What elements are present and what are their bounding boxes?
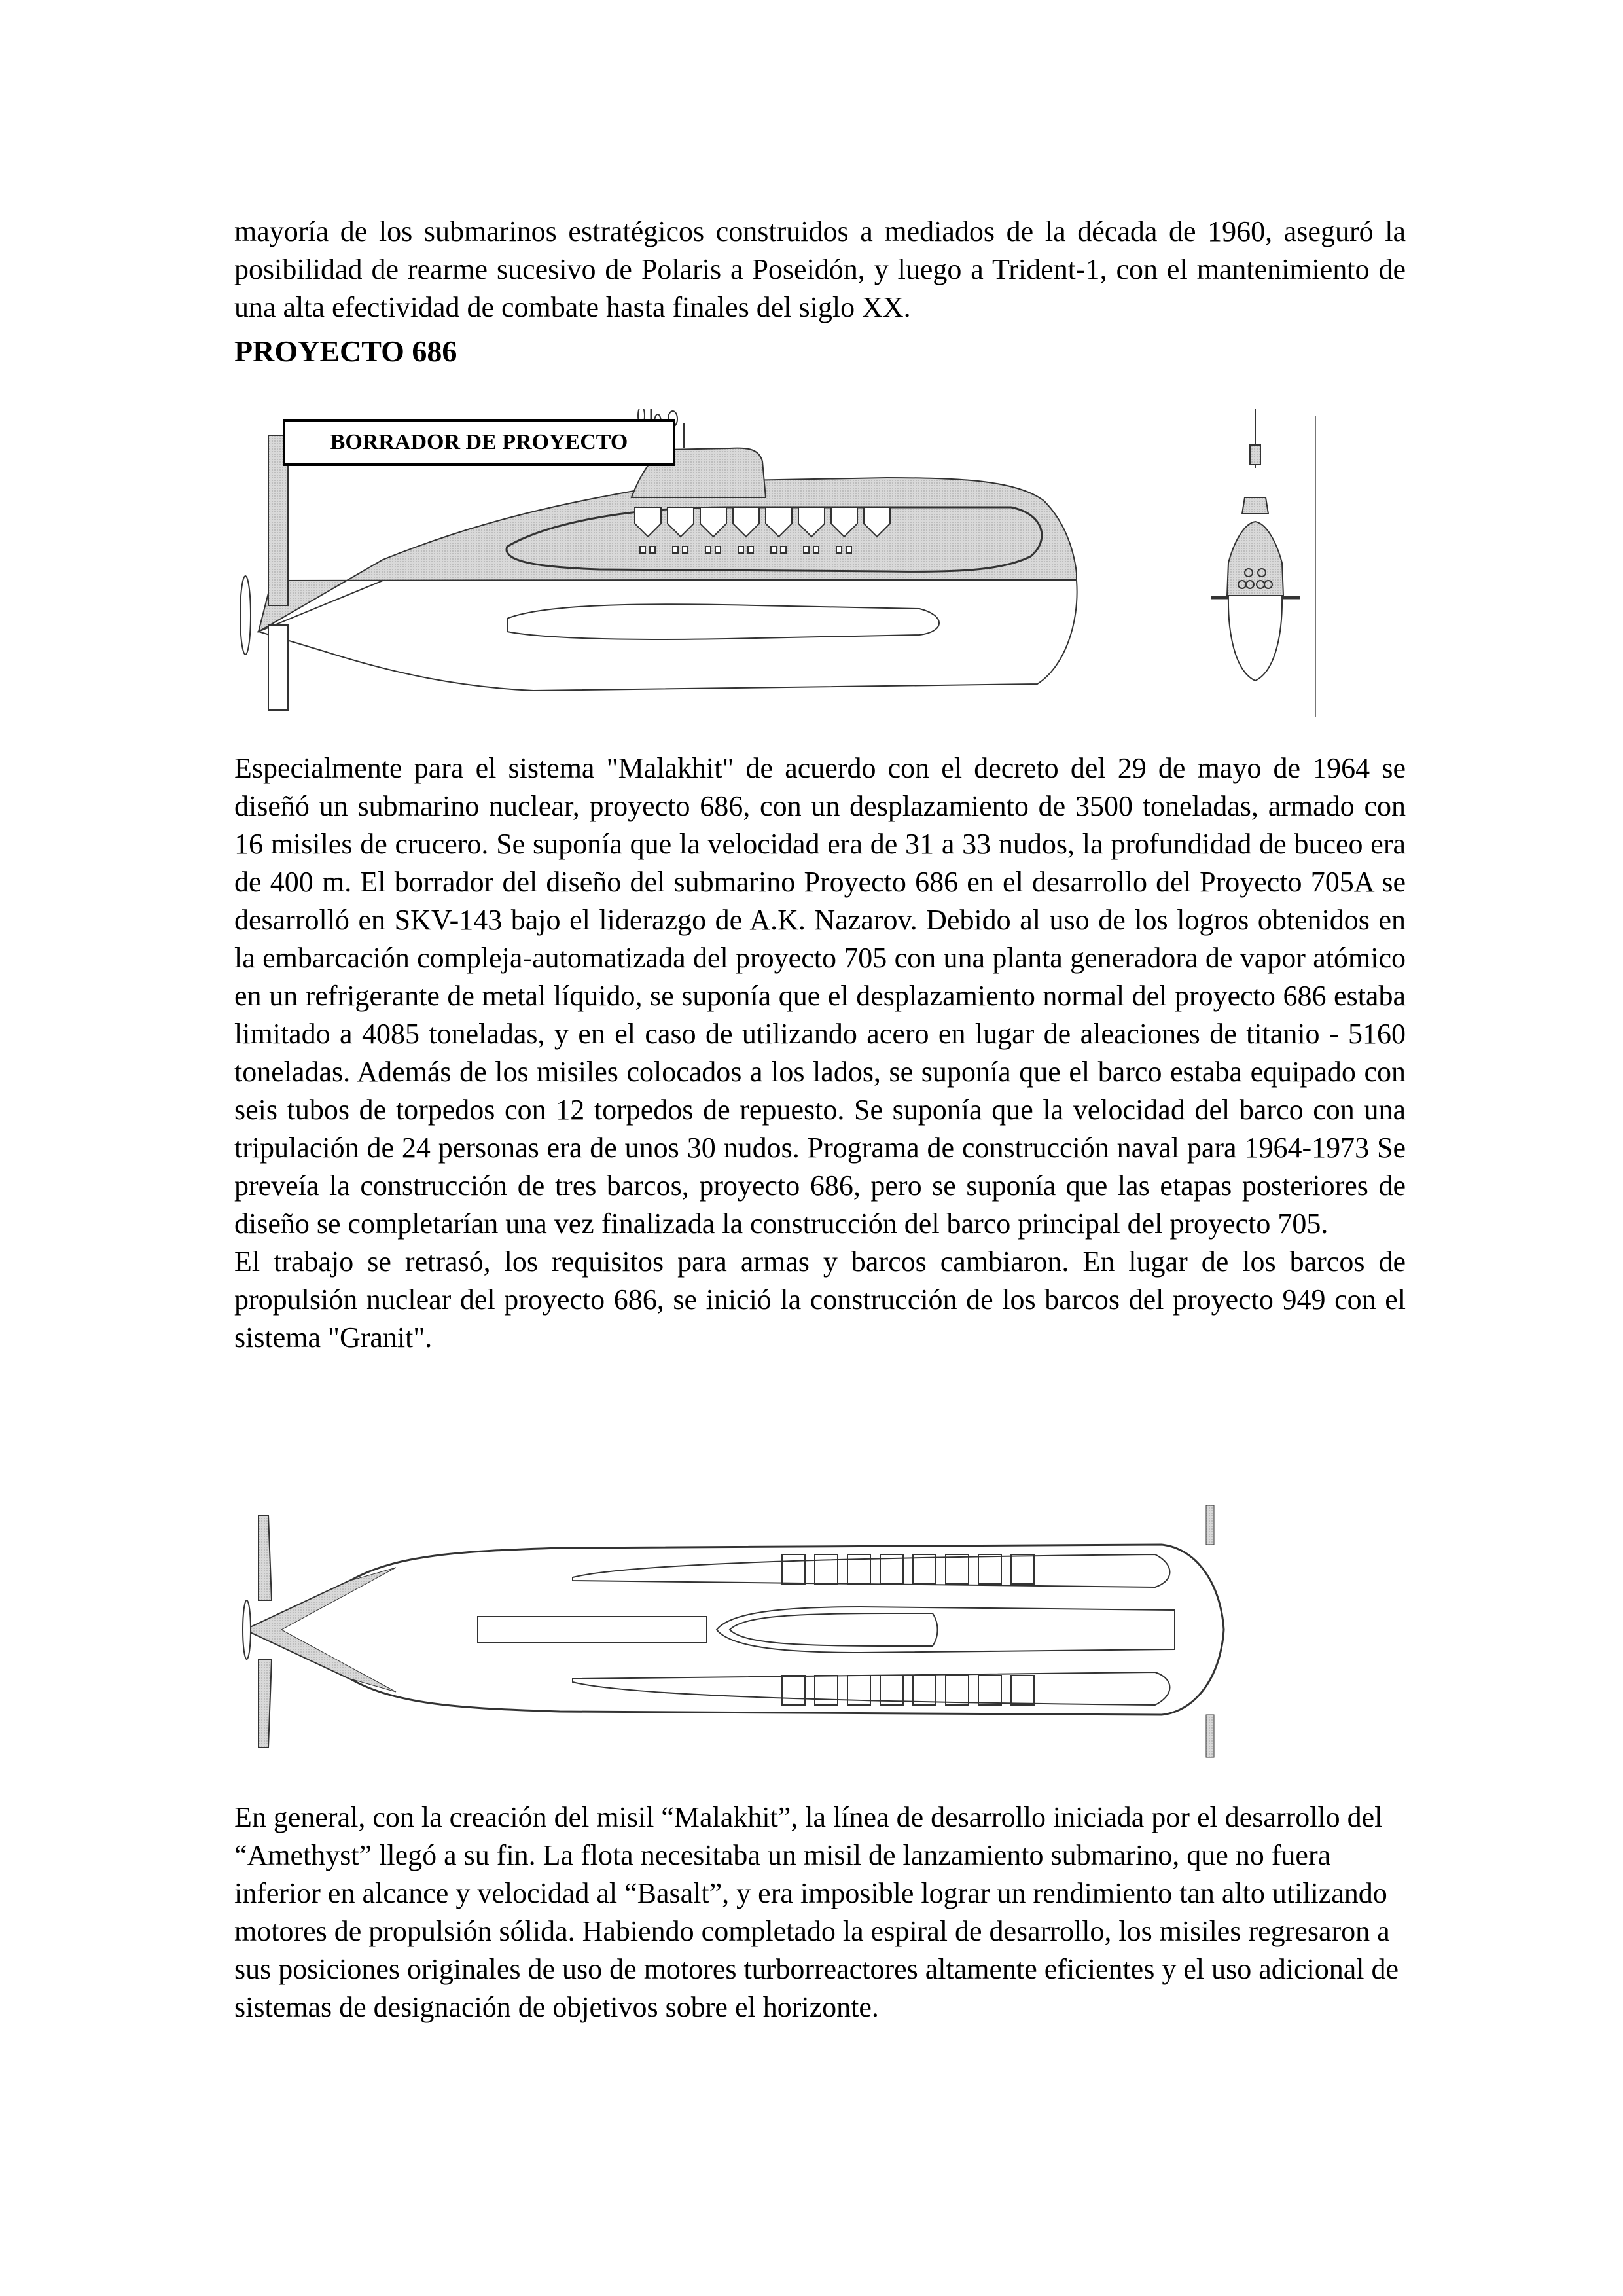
body-paragraph-2: El trabajo se retrasó, los requisitos para armas y barcos cambiaron. En lugar de los barcos de propulsión nuclear del proyecto 686, se inició la construcción de los barcos del proyecto 949 con el sistema "Granit". <box>234 1246 1406 1354</box>
intro-text: mayoría de los submarinos estratégicos construidos a mediados de la década de 1960, aseguró la posibilidad de rearme sucesivo de Polaris a Poseidón, y luego a Trident-1, con el mantenimiento de una alta efectividad de combate hasta finales del siglo XX. <box>234 215 1406 323</box>
submarine-plan-view-figure <box>232 1502 1410 1764</box>
conclusion-text: En general, con la creación del misil “Malakhit”, la línea de desarrollo iniciada por el desarrollo del “Amethyst” llegó a su fin. La flota necesitaba un misil de lanzamiento submarino, que no fuera inferior en alcance y velocidad al “Basalt”, y era imposible lograr un rendimiento tan alto utilizando motores de propulsión sólida. Habiendo completado la espiral de desarrollo, los misiles regresaron a sus posiciones originales de uso de motores turborreactores altamente eficientes y el uso adicional de sistemas de designación de objetivos sobre el horizonte. <box>234 1801 1399 2023</box>
submarine-plan-view-drawing <box>232 1502 1410 1764</box>
intro-paragraph <box>234 213 1406 327</box>
body-paragraph-1: Especialmente para el sistema "Malakhit" de acuerdo con el decreto del 29 de mayo de 1964 se diseñó un submarino nuclear, proyecto 686, con un desplazamiento de 3500 toneladas, armado con 16 misiles de crucero. Se suponía que la velocidad era de 31 a 33 nudos, la profundidad de buceo era de 400 m. El borrador del diseño del submarino Proyecto 686 en el desarrollo del Proyecto 705A se desarrolló en SKV-143 bajo el liderazgo de A.K. Nazarov. Debido al uso de los logros obtenidos en la embarcación compleja-automatizada del proyecto 705 con una planta generadora de vapor atómico en un refrigerante de metal líquido, se suponía que el desplazamiento normal del proyecto 686 estaba limitado a 4085 toneladas, y en el caso de utilizando acero en lugar de aleaciones de titanio - 5160 toneladas. Además de los misiles colocados a los lados, se suponía que el barco estaba equipado con seis tubos de torpedos con 12 torpedos de repuesto. Se suponía que la velocidad del barco con una tripulación de 24 personas era de unos 30 nudos. Programa de construcción naval para 1964-1973 Se preveía la construcción de tres barcos, proyecto 686, pero se suponía que las etapas posteriores de diseño se completarían una vez finalizada la construcción del barco principal del proyecto 705. <box>234 752 1406 1240</box>
body-text <box>234 749 1406 1357</box>
conclusion-paragraph <box>234 1799 1406 2026</box>
draft-project-label: BORRADOR DE PROYECTO <box>283 419 675 466</box>
section-heading: PROYECTO 686 <box>234 334 457 368</box>
